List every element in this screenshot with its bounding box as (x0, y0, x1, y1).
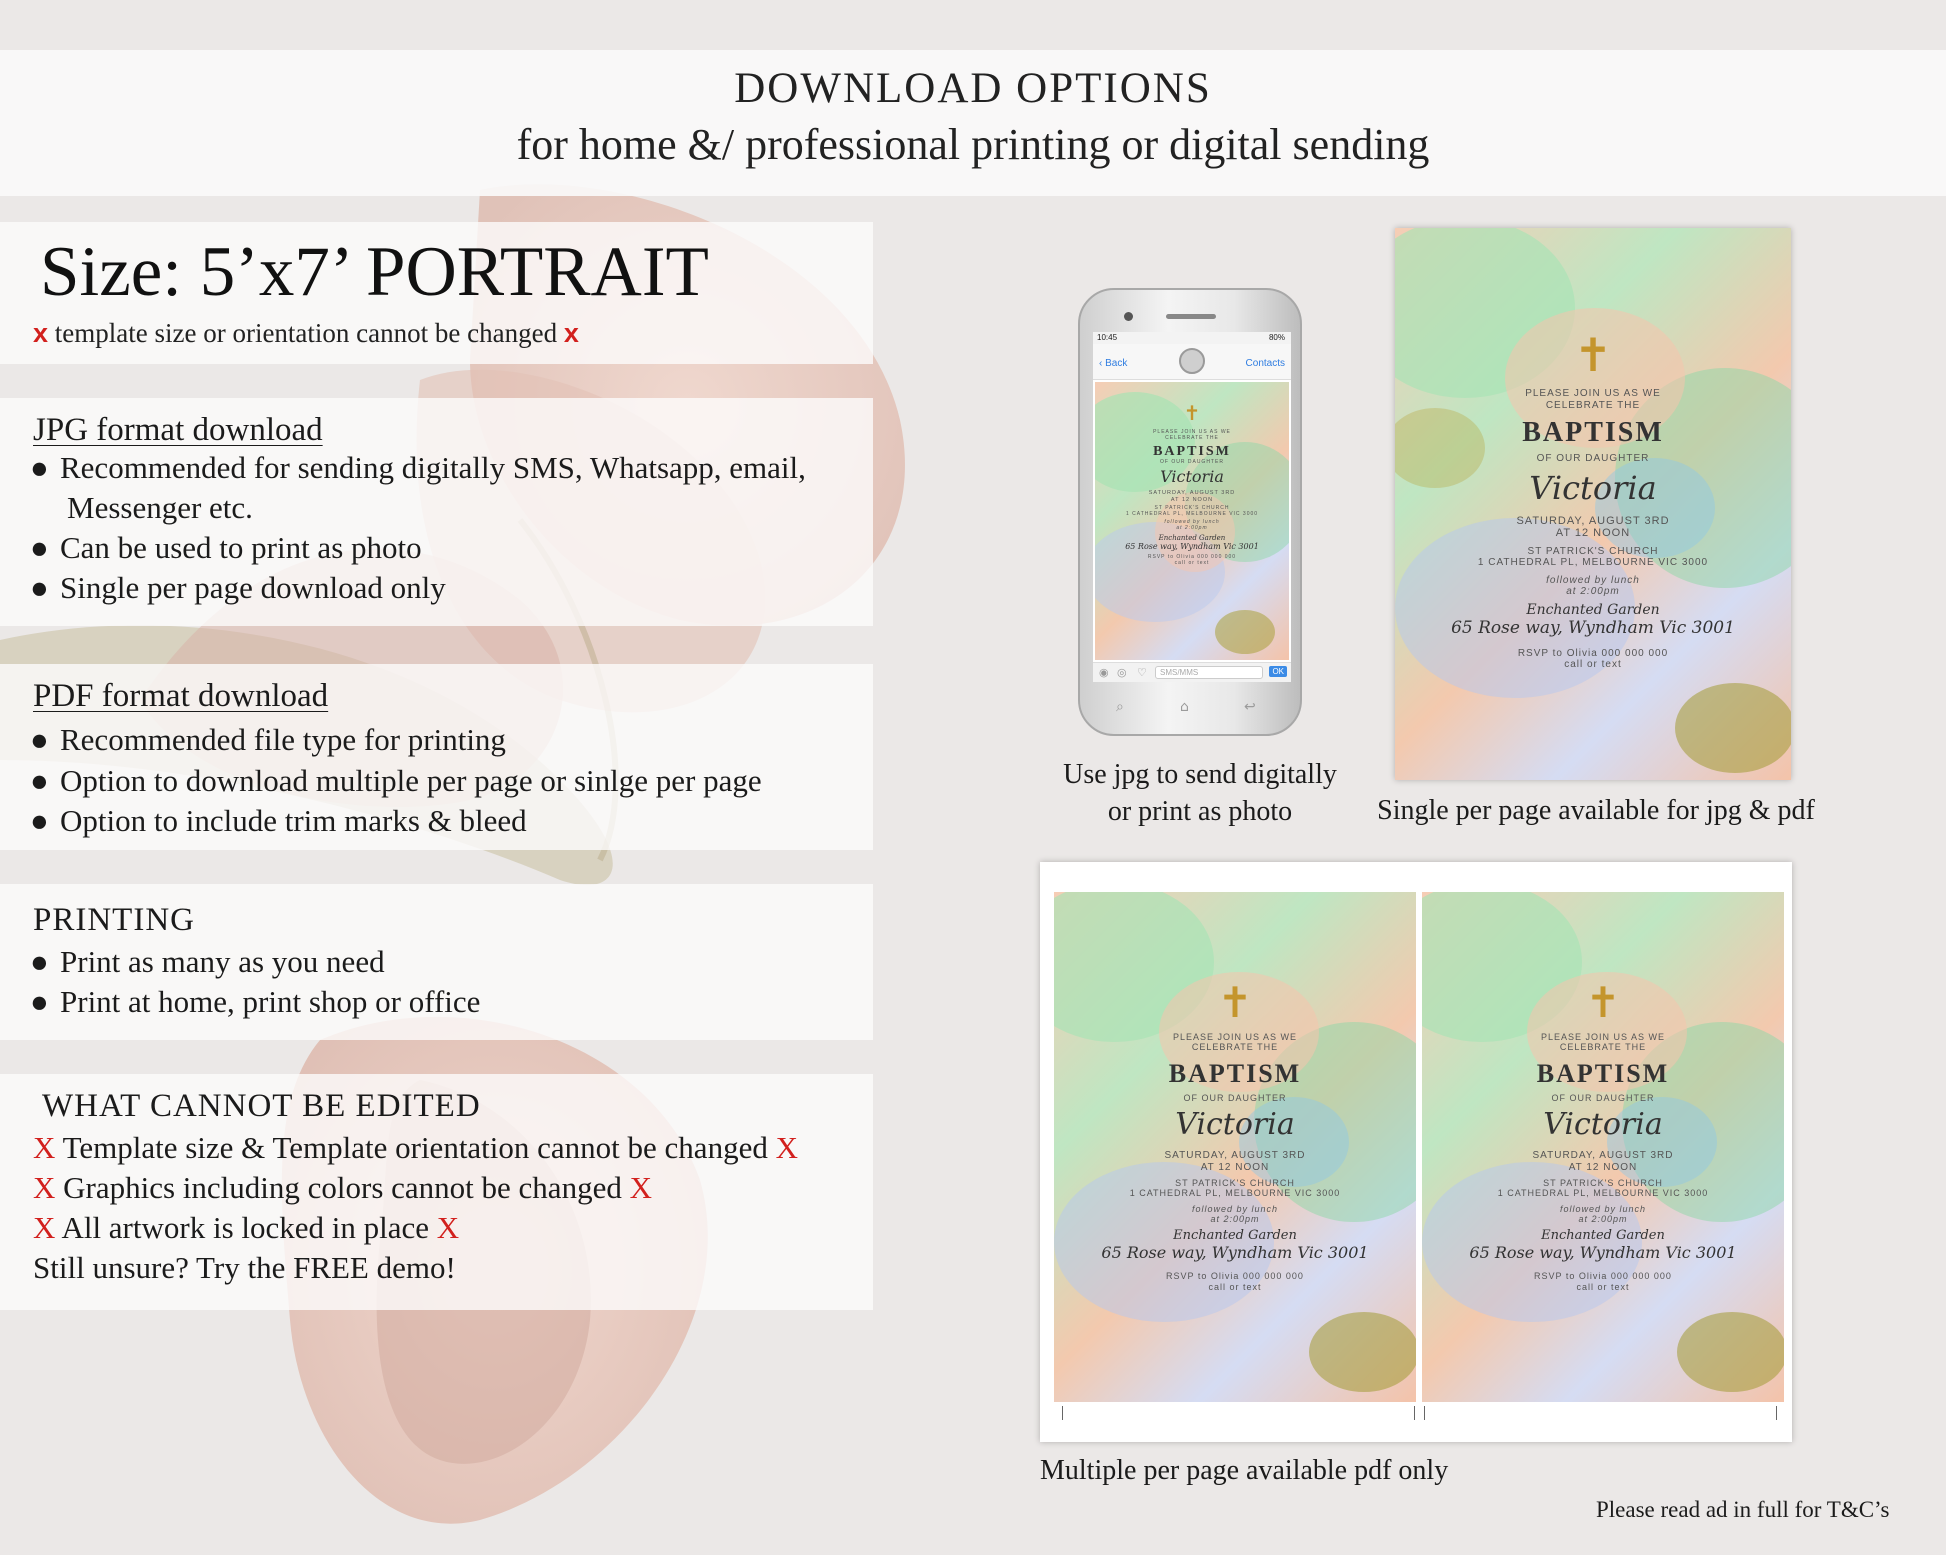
jpg-bullet: ● Can be used to print as photo (30, 530, 422, 565)
bullet-icon: ● (30, 530, 49, 565)
terms-note: Please read ad in full for T&C’s (1596, 1497, 1890, 1522)
invite-church: ST PATRICK'S CHURCH 1 CATHEDRAL PL, MELBOURNE VIC 3000 (1477, 545, 1709, 569)
send-button[interactable]: OK (1269, 666, 1287, 677)
phone-invitation-preview (1095, 382, 1289, 660)
trim-mark (1776, 1406, 1777, 1420)
status-time: 10:45 (1097, 333, 1118, 342)
invite-rsvp: RSVP to Olivia 000 000 000 call or text (1147, 553, 1237, 566)
invite-date: SATURDAY, AUGUST 3RD AT 12 NOON (1516, 514, 1670, 540)
bullet-icon: ● (30, 722, 49, 757)
invite-venue: Enchanted Garden (1158, 533, 1226, 542)
jpg-heading: JPG format download (33, 412, 323, 448)
invite-name: Victoria (1175, 1107, 1295, 1143)
phone-caption: Use jpg to send digitally or print as photo (1063, 759, 1337, 827)
phone-nav-keys (1098, 695, 1286, 725)
invite-lunch: followed by lunch at 2:00pm (1546, 574, 1640, 598)
x-mark-icon: X (33, 1170, 56, 1205)
cross-icon: ✝ (1183, 403, 1201, 425)
cross-icon: ✝ (1217, 979, 1253, 1026)
heart-button-icon[interactable]: ♡ (1137, 667, 1147, 679)
pdf-bullet: ● Option to download multiple per page or sinlge per page (30, 763, 762, 798)
search-key-icon[interactable]: ⌕ (1116, 699, 1124, 715)
x-mark-icon: X (436, 1210, 460, 1245)
invite-name: Victoria (1529, 468, 1657, 507)
invite-lead: PLEASE JOIN US AS WE CELEBRATE THE (1540, 1032, 1666, 1053)
phone-mockup (1078, 288, 1302, 736)
camera-button-icon[interactable]: ◉ (1099, 667, 1109, 679)
size-note-text: template size or orientation cannot be changed (54, 318, 558, 348)
message-header (1093, 344, 1291, 380)
apps-button-icon[interactable]: ◎ (1117, 667, 1127, 679)
contact-avatar-icon (1179, 348, 1205, 374)
invite-title: BAPTISM (1522, 417, 1664, 448)
not-editable-line: X Template size & Template orientation cannot be changed X (33, 1130, 798, 1165)
invite-venue-address: 65 Rose way, Wyndham Vic 3001 (1469, 1243, 1737, 1263)
jpg-bullet-continuation: Messenger etc. (67, 490, 253, 525)
invite-church: ST PATRICK'S CHURCH 1 CATHEDRAL PL, MELBOURNE VIC 3000 (1497, 1178, 1709, 1199)
invite-lead: PLEASE JOIN US AS WE CELEBRATE THE (1153, 429, 1231, 441)
invite-lunch: followed by lunch at 2:00pm (1164, 519, 1220, 532)
invite-name: Victoria (1543, 1107, 1663, 1143)
pdf-heading: PDF format download (33, 678, 329, 714)
speaker-slot (1166, 314, 1216, 319)
printing-bullet: ● Print as many as you need (30, 944, 385, 979)
invite-of: OF OUR DAUGHTER (1160, 458, 1224, 465)
invite-rsvp: RSVP to Olivia 000 000 000 call or text (1534, 1271, 1672, 1292)
contacts-button[interactable]: Contacts (1245, 358, 1285, 369)
invite-lead: PLEASE JOIN US AS WE CELEBRATE THE (1525, 388, 1661, 411)
invite-date: SATURDAY, AUGUST 3RD AT 12 NOON (1164, 1150, 1306, 1173)
jpg-bullet: ● Single per page download only (30, 570, 446, 605)
invite-lunch: followed by lunch at 2:00pm (1191, 1203, 1279, 1225)
trim-mark (1424, 1406, 1425, 1420)
printing-heading: PRINTING (33, 902, 195, 938)
home-key-icon[interactable]: ⌂ (1180, 699, 1189, 715)
x-mark-icon: X (775, 1130, 798, 1165)
trim-mark (1062, 1406, 1063, 1420)
invite-church: ST PATRICK'S CHURCH 1 CATHEDRAL PL, MELBOURNE VIC 3000 (1129, 1178, 1341, 1199)
not-editable-line: X Graphics including colors cannot be changed X (33, 1170, 652, 1205)
invite-of: OF OUR DAUGHTER (1536, 453, 1650, 464)
multi-page-sheet (1040, 862, 1792, 1442)
phone-screen (1093, 332, 1291, 682)
bullet-icon: ● (30, 763, 49, 798)
invite-of: OF OUR DAUGHTER (1183, 1092, 1287, 1103)
x-mark-icon: X (629, 1170, 652, 1205)
x-mark-icon: X (33, 1130, 56, 1165)
page-subtitle: for home &/ professional printing or digital sending (516, 120, 1430, 169)
x-mark-icon: x (33, 318, 49, 348)
pdf-bullet: ● Option to include trim marks & bleed (30, 803, 527, 838)
invite-venue-address: 65 Rose way, Wyndham Vic 3001 (1451, 617, 1735, 638)
invite-church: ST PATRICK'S CHURCH 1 CATHEDRAL PL, MELBOURNE VIC 3000 (1125, 504, 1259, 517)
bullet-icon: ● (30, 450, 49, 485)
camera-icon (1124, 312, 1133, 321)
invite-venue: Enchanted Garden (1526, 601, 1660, 618)
sms-input[interactable]: SMS/MMS (1155, 666, 1263, 679)
trim-mark (1414, 1406, 1415, 1420)
bullet-icon: ● (30, 944, 49, 979)
status-battery: 80% (1268, 333, 1285, 342)
size-note (33, 318, 579, 349)
free-demo-text: Still unsure? Try the FREE demo! (33, 1250, 456, 1285)
multi-invitation-card-left (1054, 892, 1416, 1402)
not-editable-heading: WHAT CANNOT BE EDITED (42, 1088, 481, 1124)
back-key-icon[interactable]: ↩ (1244, 699, 1256, 715)
x-mark-icon: x (563, 318, 579, 348)
back-button[interactable]: ‹ Back (1099, 358, 1128, 369)
invite-name: Victoria (1160, 467, 1224, 487)
printing-bullet: ● Print at home, print shop or office (30, 984, 481, 1019)
invite-venue: Enchanted Garden (1541, 1228, 1665, 1244)
jpg-bullet: ● Recommended for sending digitally SMS, Whatsapp, email, (30, 450, 806, 485)
size-title: Size: 5’x7’ PORTRAIT (40, 233, 709, 311)
bullet-icon: ● (30, 803, 49, 838)
multiple-caption: Multiple per page available pdf only (1040, 1455, 1449, 1486)
single-caption: Single per page available for jpg & pdf (1377, 795, 1815, 826)
cross-icon: ✝ (1573, 329, 1613, 381)
cross-icon: ✝ (1585, 979, 1621, 1026)
invite-date: SATURDAY, AUGUST 3RD AT 12 NOON (1532, 1150, 1674, 1173)
invite-of: OF OUR DAUGHTER (1551, 1092, 1655, 1103)
not-editable-line: X All artwork is locked in place X (33, 1210, 460, 1245)
multi-invitation-card-right (1422, 892, 1784, 1402)
page-title: DOWNLOAD OPTIONS (734, 65, 1212, 112)
status-bar (1093, 332, 1291, 344)
invite-venue-address: 65 Rose way, Wyndham Vic 3001 (1101, 1243, 1369, 1263)
invite-rsvp: RSVP to Olivia 000 000 000 call or text (1166, 1271, 1304, 1292)
bullet-icon: ● (30, 984, 49, 1019)
invite-rsvp: RSVP to Olivia 000 000 000 call or text (1517, 647, 1669, 671)
invite-venue-address: 65 Rose way, Wyndham Vic 3001 (1125, 541, 1259, 551)
single-invitation-card (1395, 228, 1791, 780)
pdf-bullet: ● Recommended file type for printing (30, 722, 506, 757)
x-mark-icon: X (33, 1210, 56, 1245)
invite-lunch: followed by lunch at 2:00pm (1559, 1203, 1647, 1225)
invite-title: BAPTISM (1536, 1058, 1670, 1088)
invite-lead: PLEASE JOIN US AS WE CELEBRATE THE (1172, 1032, 1298, 1053)
message-input-bar (1093, 662, 1291, 682)
invite-title: BAPTISM (1168, 1058, 1302, 1088)
invite-date: SATURDAY, AUGUST 3RD AT 12 NOON (1148, 490, 1236, 503)
bullet-icon: ● (30, 570, 49, 605)
invite-title: BAPTISM (1153, 443, 1231, 459)
invite-venue: Enchanted Garden (1173, 1228, 1297, 1244)
